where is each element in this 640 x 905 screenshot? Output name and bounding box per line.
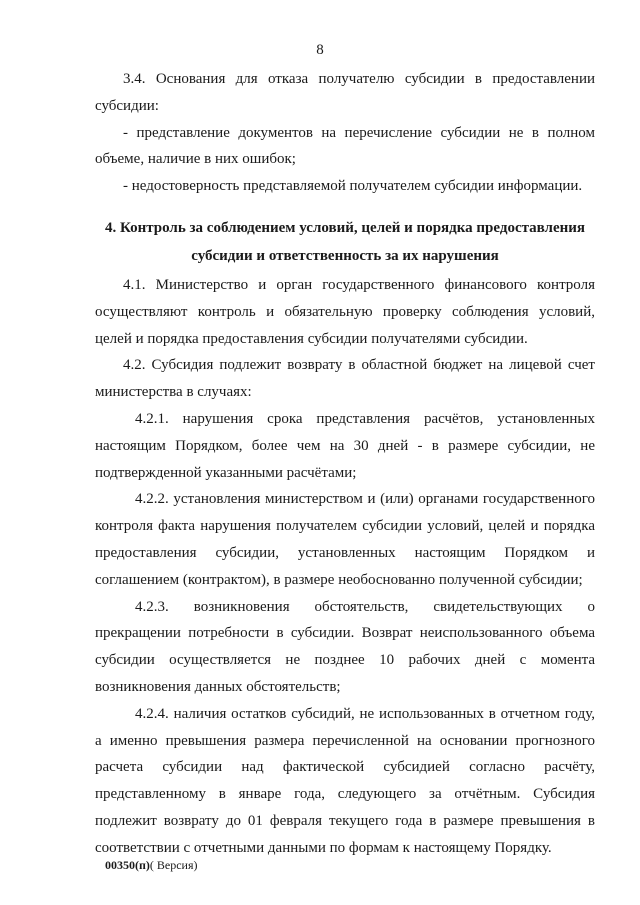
section-heading-4: 4. Контроль за соблюдением условий, целей и порядка предоставления субсидии и ответственность за их нарушения	[104, 219, 586, 264]
paragraph-4-2-2: 4.2.2. установления министерством и (или) органами государственного контроля факта нарушения получателем субсидии условий, целей и порядка предоставления субсидии, установленных настоящим Порядком и соглашением (контрактом), в размере необоснованно полученной субсидии;	[95, 491, 595, 588]
paragraph-4-2-3: 4.2.3. возникновения обстоятельств, свидетельствующих о прекращении потребности в субсидии. Возврат неиспользованного объема субсидии осуществляется не позднее 10 рабочих дней с момента возникновения данных обстоятельств;	[95, 598, 595, 695]
paragraph-3-4: 3.4. Основания для отказа получателю субсидии в предоставлении субсидии:	[95, 71, 595, 114]
paragraph-4-2-4: 4.2.4. наличия остатков субсидий, не использованных в отчетном году, а именно превышения размера перечисленной на основании прогнозного расчета субсидии над фактической субсидией согласно расчёту, представленному в январе года, следующего за отчётным. Субсидия подлежит возврату до 01 февраля текущего года в размере превышения в соответствии с отчетными данными по формам к настоящему Порядку.	[95, 705, 595, 856]
list-item-incomplete-documents: - представление документов на перечисление субсидии не в полном объеме, наличие в них ошибок;	[95, 124, 595, 168]
document-version: ( Версия)	[149, 858, 198, 872]
document-footer	[105, 858, 198, 873]
paragraph-4-2-1: 4.2.1. нарушения срока представления расчётов, установленных настоящим Порядком, более чем на 30 дней - в размере субсидии, не подтвержденной указанными расчётами;	[95, 410, 595, 481]
document-body	[95, 66, 595, 862]
page-number: 8	[316, 42, 324, 58]
paragraph-4-2: 4.2. Субсидия подлежит возврату в областной бюджет на лицевой счет министерства в случаях:	[95, 357, 595, 401]
document-code: 00350(п)	[105, 858, 150, 872]
paragraph-4-1: 4.1. Министерство и орган государственного финансового контроля осуществляют контроль и обязательную проверку соблюдения условий, целей и порядка предоставления субсидии получателями субсидии.	[95, 276, 595, 347]
list-item-unreliable-information: - недостоверность представляемой получателем субсидии информации.	[123, 178, 583, 195]
